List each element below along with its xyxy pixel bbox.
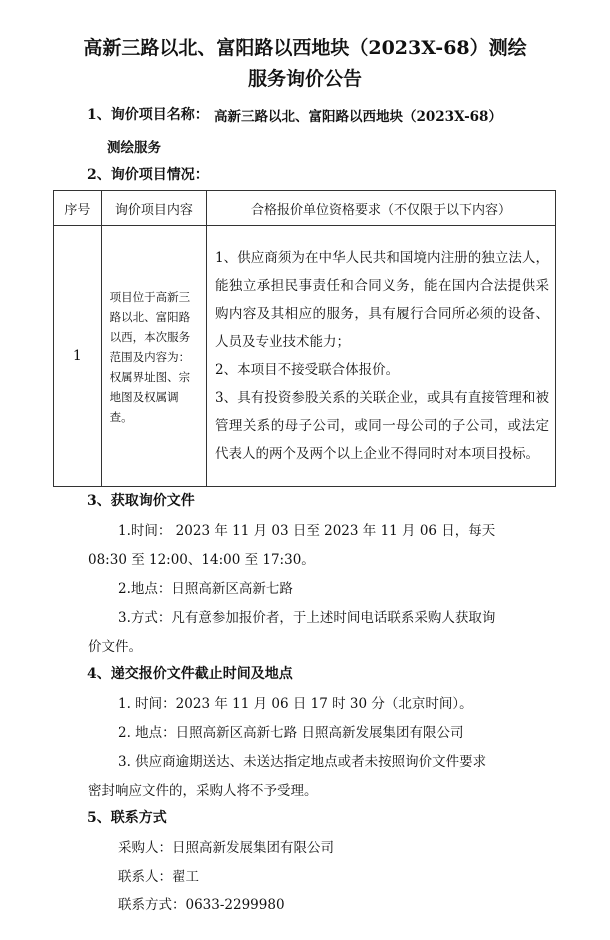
section1-heading: 1、询价项目名称： [87, 107, 209, 123]
header-index: 序号 [54, 191, 102, 226]
section4-heading: 4、递交报价文件截止时间及地点 [87, 666, 293, 682]
section5-heading: 5、联系方式 [87, 810, 167, 826]
acquire-time-line2: 08:30 至 12:00、14:00 至 17:30。 [88, 552, 315, 568]
requirement-1: 1、供应商须为在中华人民共和国境内注册的独立法人，能独立承担民事责任和合同义务，能在国内合法提供采购内容及其相应的服务，具有履行合同所必须的设备、人员及专业技术能力； [214, 250, 549, 350]
row-index: 1 [54, 226, 102, 487]
requirement-3: 3、具有投资参股关系的关联企业，或具有直接管理和被管理关系的母子公司，或同一母公司的子公司，或法定代表人的两个及两个以上企业不得同时对本项目投标。 [214, 390, 549, 462]
row-content-text: 项目位于高新三路以北、富阳路以西，本次服务范围及内容为：权属界址图、宗地图及权属调查。 [109, 290, 191, 424]
section3-heading: 3、获取询价文件 [87, 493, 195, 509]
row-content [101, 226, 206, 487]
contact-phone: 联系方式：0633-2299980 [118, 897, 285, 913]
deadline-note-line2: 密封响应文件的，采购人将不予受理。 [88, 783, 318, 799]
row-requirements [206, 226, 555, 487]
project-name-line1: 高新三路以北、富阳路以西地块（2023X-68） [214, 109, 502, 125]
acquire-place: 2.地点：日照高新区高新七路 [118, 581, 293, 597]
header-requirements: 合格报价单位资格要求（不仅限于以下内容） [206, 191, 555, 226]
deadline-time: 1. 时间：2023 年 11 月 06 日 17 时 30 分（北京时间）。 [118, 696, 473, 712]
deadline-note-line1: 3. 供应商逾期送达、未送达指定地点或者未按照询价文件要求 [118, 754, 487, 770]
table-row [54, 226, 556, 487]
table-header-row [54, 191, 556, 226]
deadline-place: 2. 地点：日照高新区高新七路 日照高新发展集团有限公司 [118, 725, 464, 741]
acquire-method-line2: 价文件。 [88, 639, 142, 655]
acquire-time-line1: 1.时间： 2023 年 11 月 03 日至 2023 年 11 月 06 日，每天 [118, 523, 496, 539]
document-title-line2: 服务询价公告 [247, 68, 362, 90]
contact-person: 联系人：翟工 [118, 869, 199, 885]
section2-heading: 2、询价项目情况： [87, 167, 209, 183]
requirements-table [53, 190, 556, 487]
acquire-method-line1: 3.方式：凡有意参加报价者，于上述时间电话联系采购人获取询 [118, 610, 496, 626]
project-name-line2: 测绘服务 [107, 140, 161, 156]
contact-buyer: 采购人：日照高新发展集团有限公司 [118, 840, 334, 856]
document-title-line1: 高新三路以北、富阳路以西地块（2023X-68）测绘 [83, 37, 527, 59]
header-content: 询价项目内容 [101, 191, 206, 226]
requirement-2: 2、本项目不接受联合体报价。 [214, 362, 400, 378]
